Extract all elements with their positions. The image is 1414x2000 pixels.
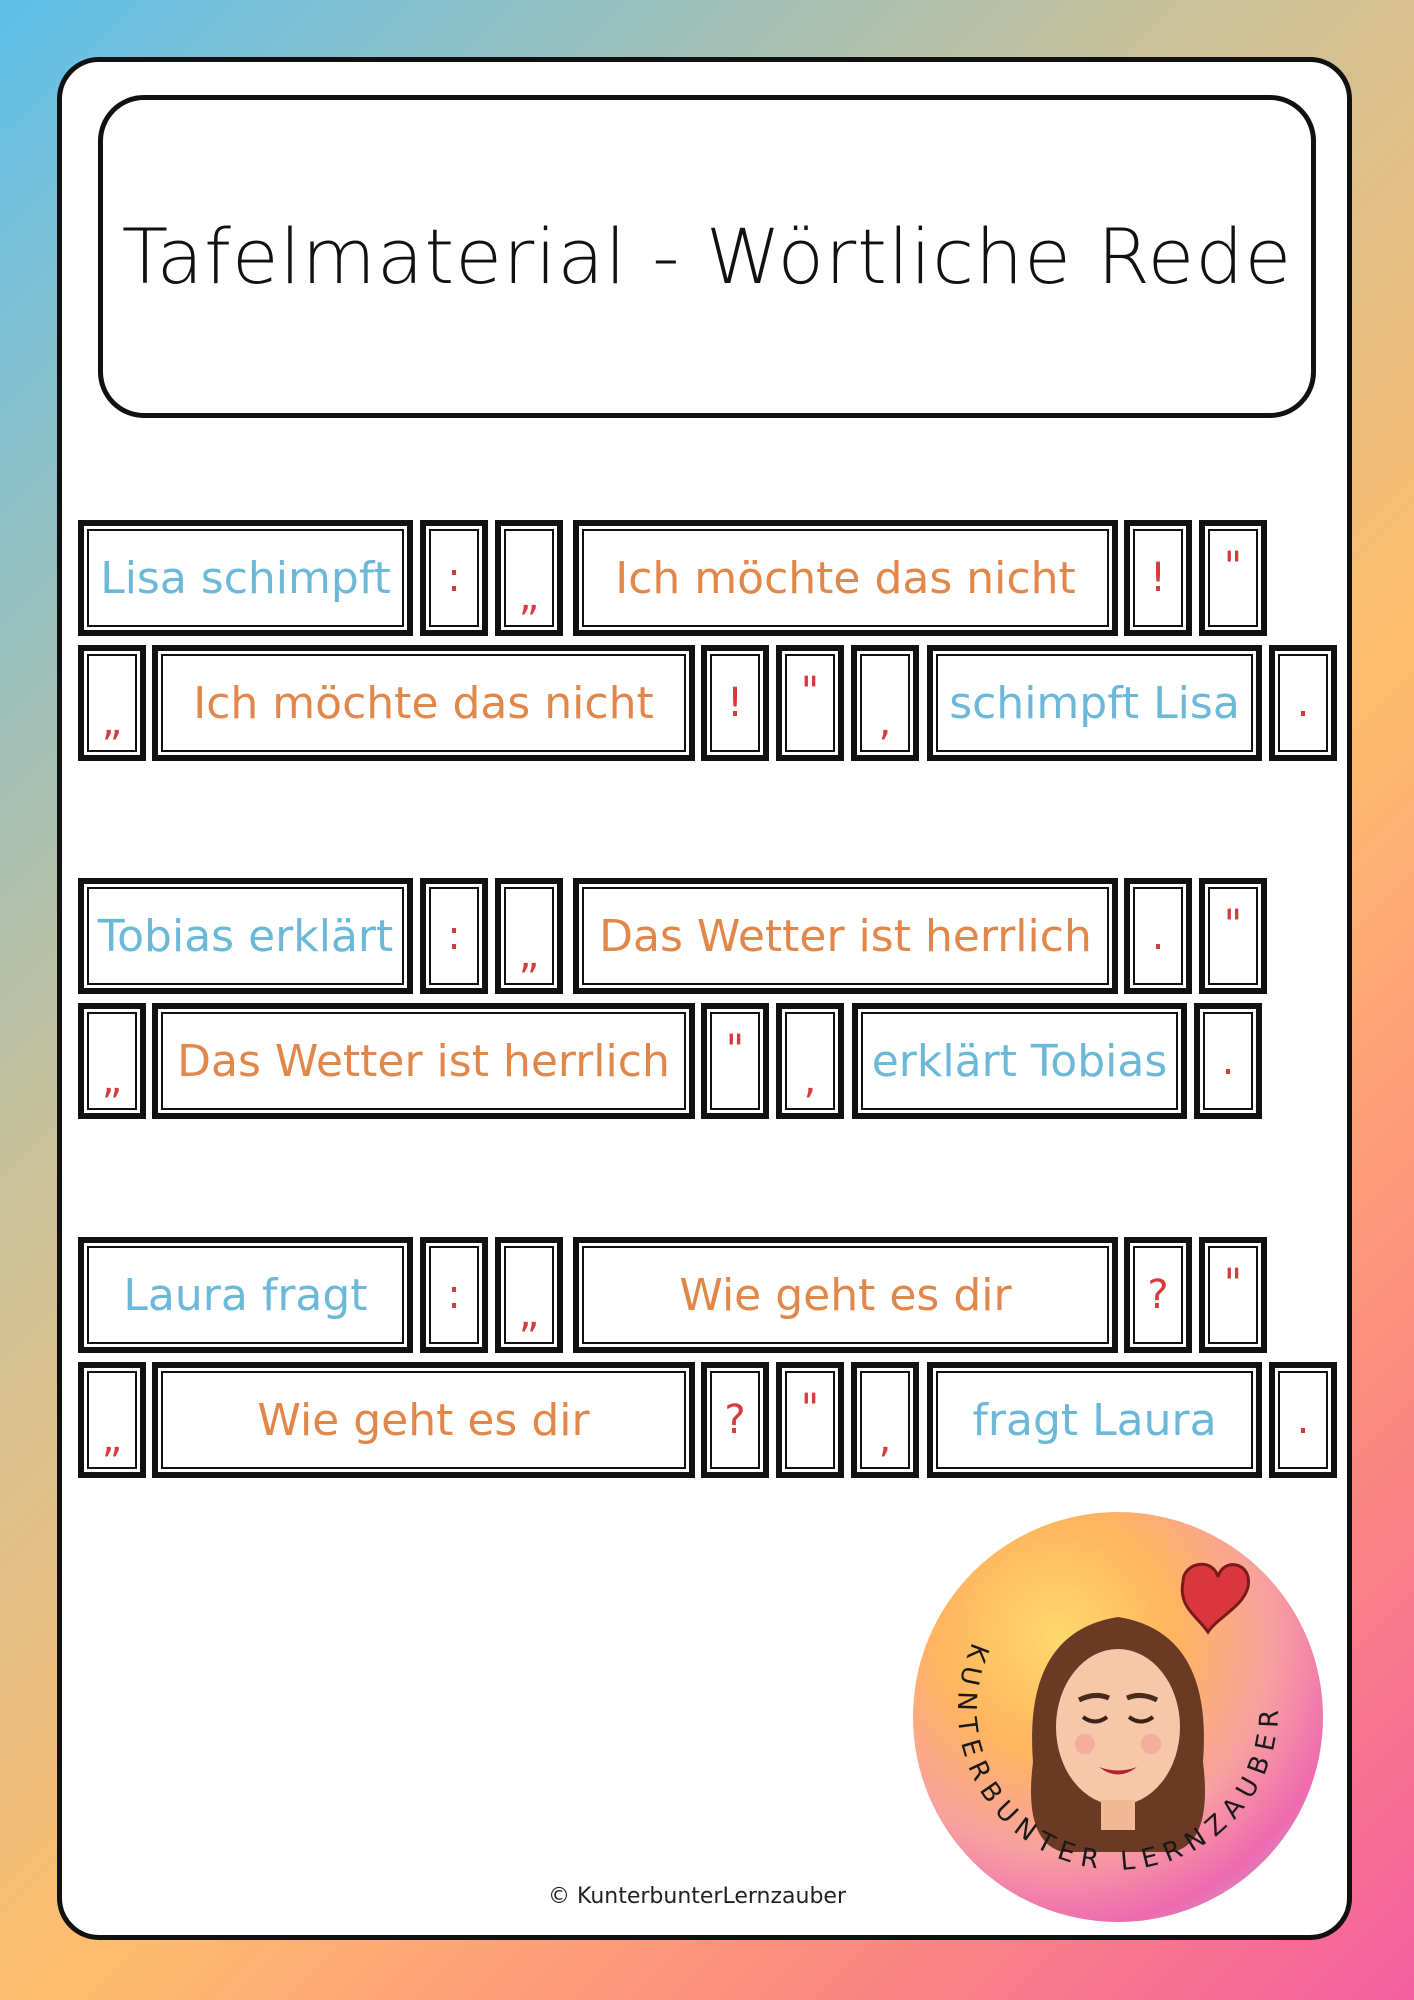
logo-badge xyxy=(913,1512,1323,1922)
title-box xyxy=(98,95,1316,418)
logo-graphic xyxy=(913,1512,1323,1922)
period-card: . xyxy=(1269,1362,1337,1478)
logo-text: KUNTERBUNTER LERNZAUBER xyxy=(950,1639,1286,1877)
open-quote-card: „ xyxy=(495,878,563,994)
heart-icon xyxy=(1182,1564,1248,1632)
exclamation-card: ! xyxy=(701,645,769,761)
speaker-card: fragt Laura xyxy=(927,1362,1262,1478)
speaker-card: Lisa schimpft xyxy=(78,520,413,636)
speaker-card: schimpft Lisa xyxy=(927,645,1262,761)
colon-card: : xyxy=(420,1237,488,1353)
open-quote-card: „ xyxy=(78,1003,146,1119)
close-quote-card: " xyxy=(1199,1237,1267,1353)
copyright-notice: © KunterbunterLernzauber xyxy=(548,1884,846,1909)
speech-card: Wie geht es dir xyxy=(573,1237,1118,1353)
open-quote-card: „ xyxy=(78,645,146,761)
period-card: . xyxy=(1269,645,1337,761)
comma-card: , xyxy=(851,645,919,761)
page-title: Tafelmaterial - Wörtliche Rede xyxy=(121,212,1293,301)
close-quote-card: " xyxy=(776,645,844,761)
exclamation-card: ! xyxy=(1124,520,1192,636)
question-mark-card: ? xyxy=(701,1362,769,1478)
close-quote-card: " xyxy=(1199,878,1267,994)
close-quote-card: " xyxy=(776,1362,844,1478)
comma-card: , xyxy=(851,1362,919,1478)
colon-card: : xyxy=(420,878,488,994)
speaker-card: Tobias erklärt xyxy=(78,878,413,994)
face-shape xyxy=(1056,1649,1180,1805)
comma-card: , xyxy=(776,1003,844,1119)
speaker-card: Laura fragt xyxy=(78,1237,413,1353)
question-mark-card: ? xyxy=(1124,1237,1192,1353)
period-card: . xyxy=(1124,878,1192,994)
colon-card: : xyxy=(420,520,488,636)
open-quote-card: „ xyxy=(495,1237,563,1353)
close-quote-card: " xyxy=(701,1003,769,1119)
period-card: . xyxy=(1194,1003,1262,1119)
close-quote-card: " xyxy=(1199,520,1267,636)
speech-card: Wie geht es dir xyxy=(152,1362,695,1478)
speaker-card: erklärt Tobias xyxy=(852,1003,1187,1119)
speech-card: Das Wetter ist herrlich xyxy=(152,1003,695,1119)
speech-card: Das Wetter ist herrlich xyxy=(573,878,1118,994)
speech-card: Ich möchte das nicht xyxy=(573,520,1118,636)
open-quote-card: „ xyxy=(78,1362,146,1478)
speech-card: Ich möchte das nicht xyxy=(152,645,695,761)
open-quote-card: „ xyxy=(495,520,563,636)
